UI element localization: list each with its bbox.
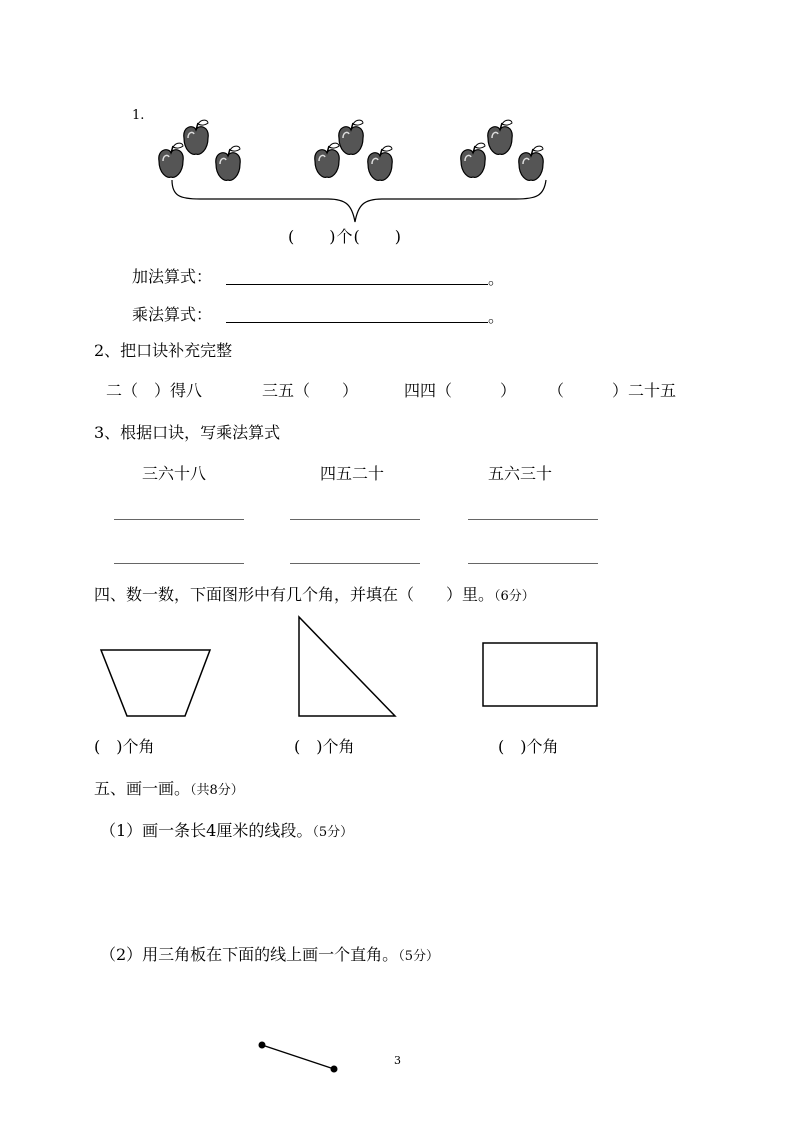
q5-part2 bbox=[100, 942, 439, 965]
q4-label-2: ( )个角 bbox=[294, 737, 355, 756]
q3-answer-line[interactable] bbox=[114, 563, 244, 564]
q2-item-1: 二（ ）得八 bbox=[106, 381, 203, 400]
q3-answer-line[interactable] bbox=[114, 519, 244, 520]
rectangle-shape bbox=[483, 643, 597, 706]
q5-title-text: 五、画一画。 bbox=[94, 779, 191, 798]
q1-addition-end: 。 bbox=[488, 269, 505, 288]
brace bbox=[172, 180, 546, 222]
q2-item-3: 四四（ ） bbox=[404, 381, 517, 400]
q4-label-3: ( )个角 bbox=[498, 737, 559, 756]
q2-title: 2、把口诀补充完整 bbox=[94, 341, 233, 360]
q1-addition-blank[interactable] bbox=[226, 284, 488, 285]
q4-title bbox=[94, 582, 535, 605]
trapezoid-shape bbox=[101, 650, 210, 716]
q1-addition-label: 加法算式： bbox=[132, 267, 213, 286]
q3-item-1: 三六十八 bbox=[142, 464, 207, 483]
q5-title bbox=[94, 776, 244, 799]
q4-score: （6分） bbox=[494, 589, 535, 604]
q1-multiplication-end: 。 bbox=[488, 307, 505, 326]
q2-item-4: （ ）二十五 bbox=[548, 381, 677, 400]
q1-multiplication-label: 乘法算式： bbox=[132, 305, 213, 324]
angle-base-line bbox=[262, 1045, 334, 1069]
q3-answer-line[interactable] bbox=[468, 563, 598, 564]
apple-group-3 bbox=[461, 120, 543, 180]
page-number: 3 bbox=[394, 1054, 401, 1067]
q3-answer-line[interactable] bbox=[290, 519, 420, 520]
q3-item-3: 五六三十 bbox=[488, 464, 553, 483]
line-endpoint bbox=[331, 1066, 338, 1073]
q1-number: 1. bbox=[132, 108, 145, 123]
line-endpoint bbox=[259, 1042, 266, 1049]
q2-item-2: 三五（ ） bbox=[262, 381, 359, 400]
apple-illustration bbox=[0, 0, 793, 260]
q3-answer-line[interactable] bbox=[468, 519, 598, 520]
q5-score: （共8分） bbox=[190, 783, 244, 798]
q1-multiplication-blank[interactable] bbox=[226, 322, 488, 323]
q4-label-1: ( )个角 bbox=[94, 737, 155, 756]
q5-part2-text: （2）用三角板在下面的线上画一个直角。 bbox=[100, 945, 399, 964]
apple-group-1 bbox=[159, 120, 240, 180]
triangle-shape bbox=[299, 617, 395, 716]
q5-part1-text: （1）画一条长4厘米的线段。 bbox=[100, 821, 313, 840]
q5-part2-score: （5分） bbox=[398, 949, 439, 964]
q5-part1 bbox=[100, 818, 353, 841]
q1-bracket-text: ( )个( ) bbox=[288, 227, 402, 246]
q4-title-text: 四、数一数，下面图形中有几个角，并填在（ ）里。 bbox=[94, 585, 495, 604]
apple-group-2 bbox=[315, 120, 392, 180]
q3-answer-line[interactable] bbox=[290, 563, 420, 564]
q5-part1-score: （5分） bbox=[312, 825, 354, 840]
q3-item-2: 四五二十 bbox=[320, 464, 385, 483]
q3-title: 3、根据口诀，写乘法算式 bbox=[94, 423, 281, 442]
